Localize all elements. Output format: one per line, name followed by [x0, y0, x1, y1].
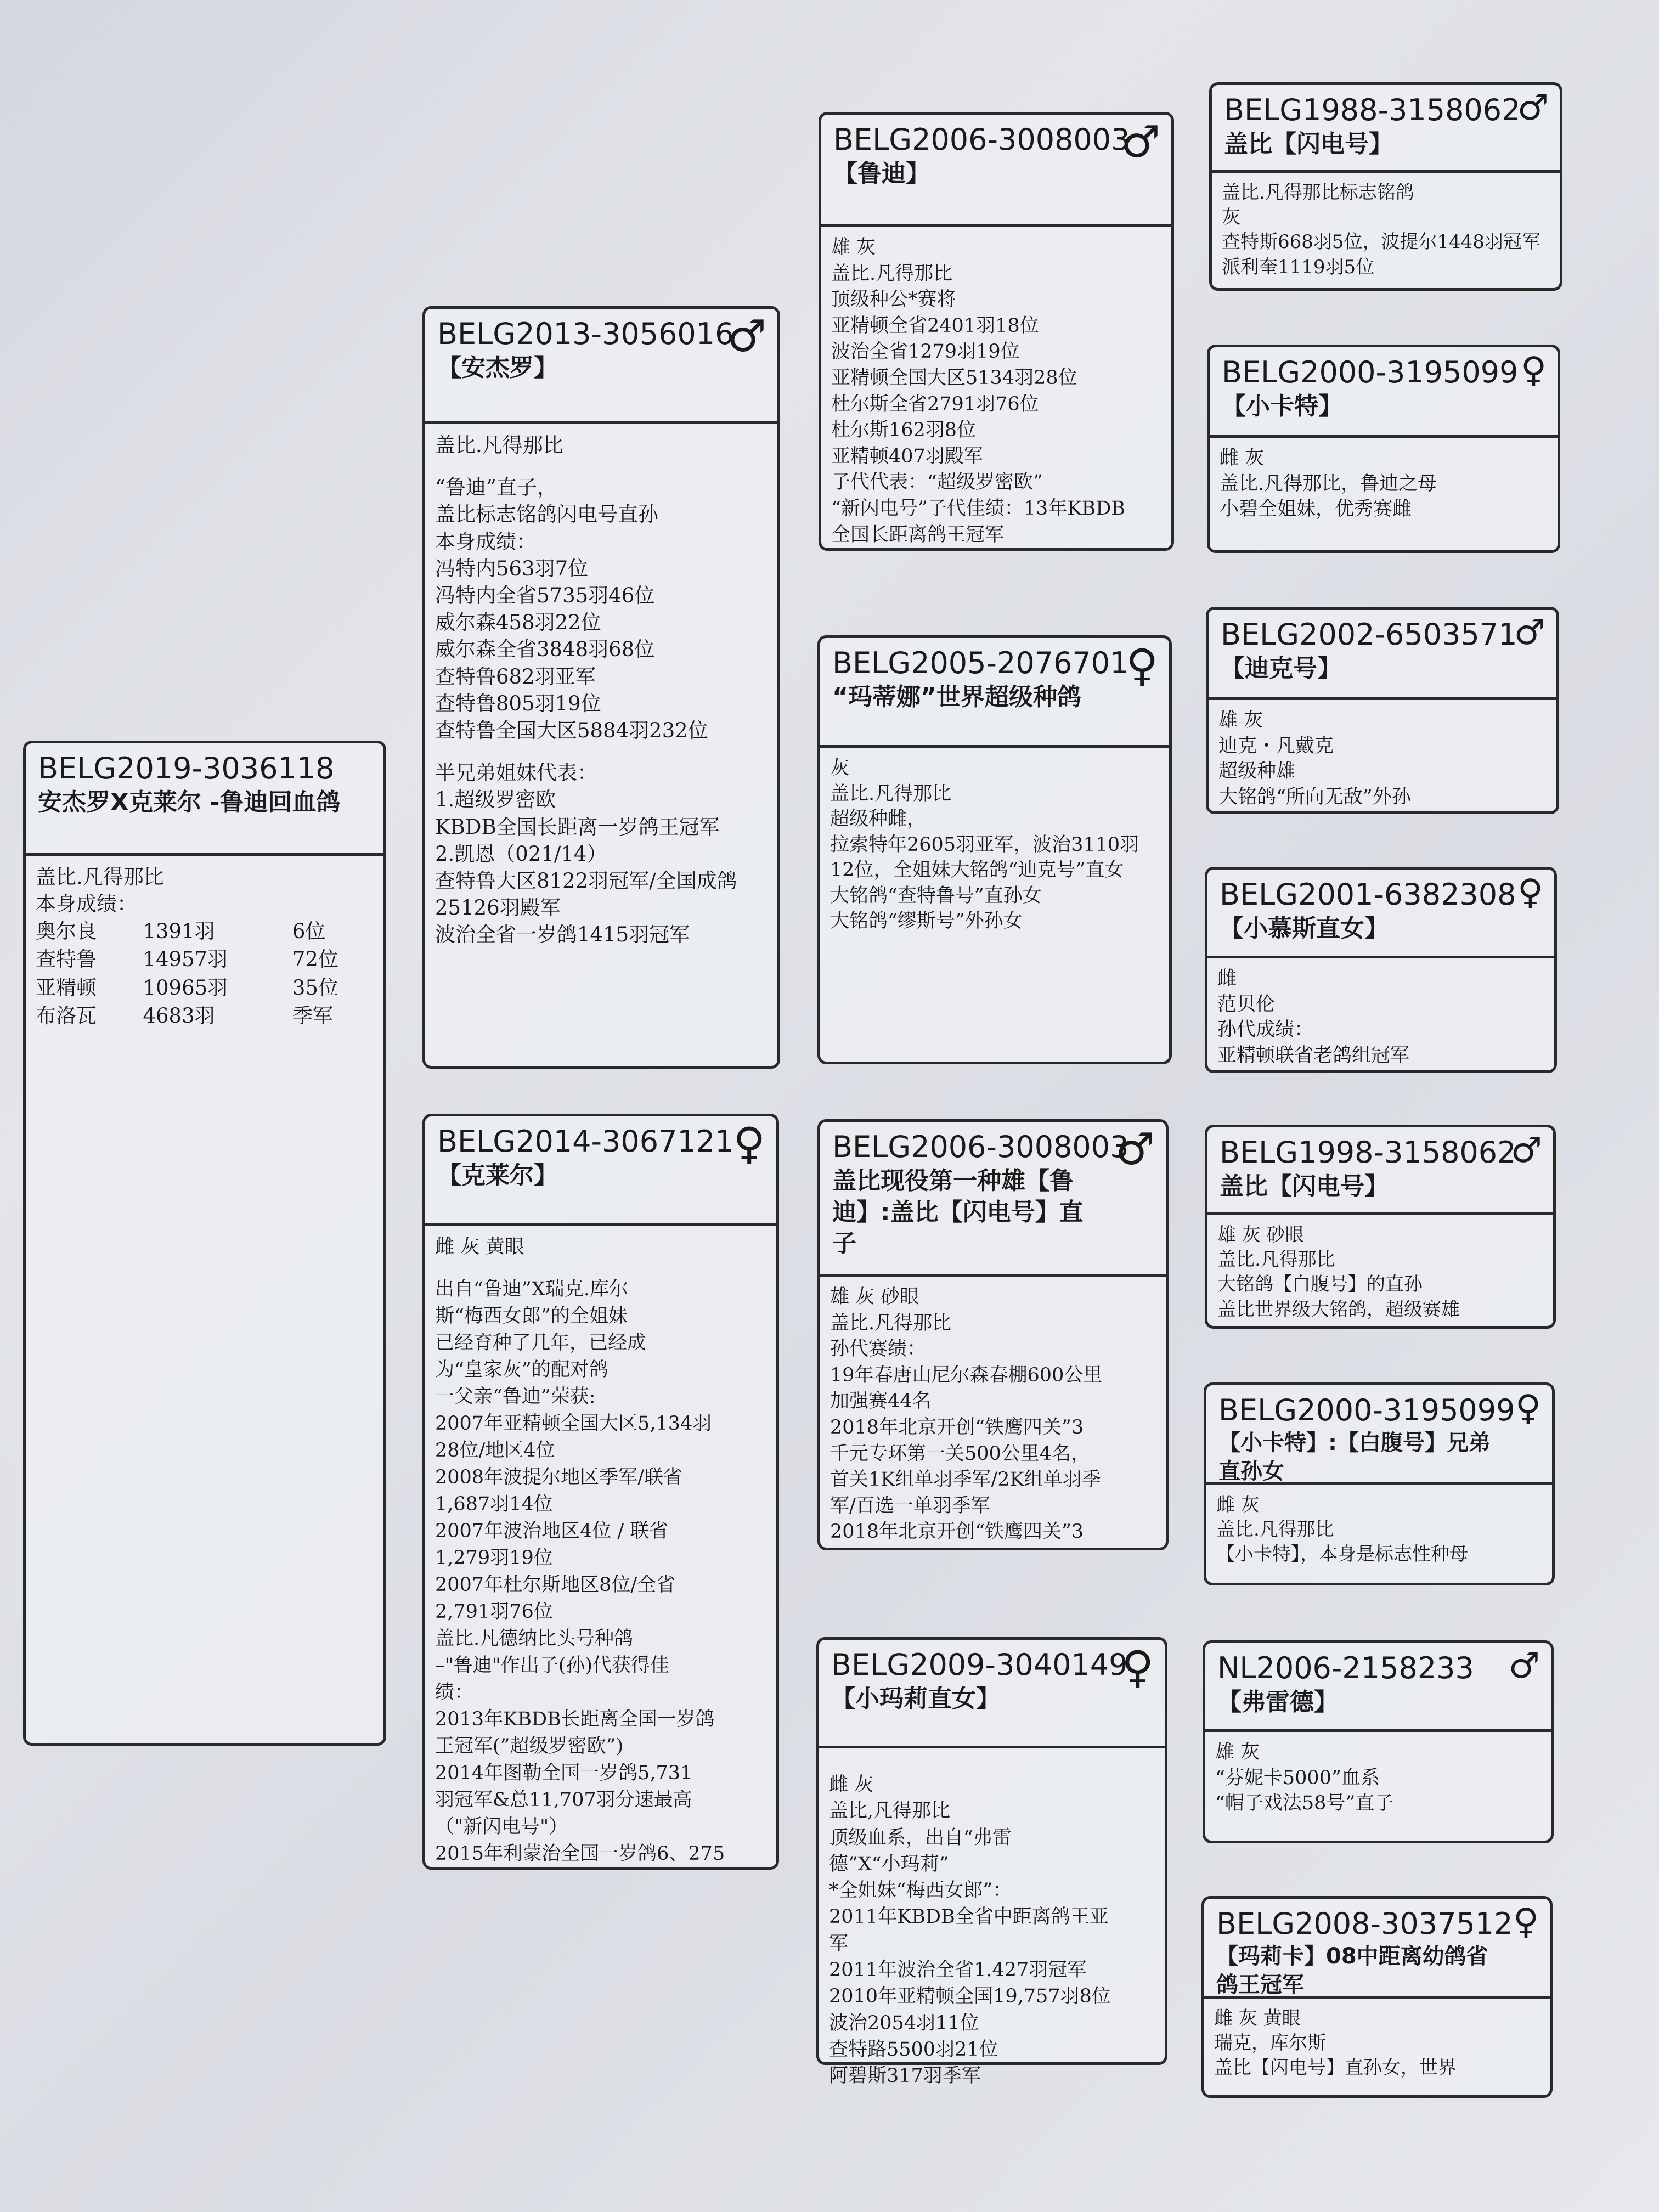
ring-number: BELG2014-3067121: [437, 1124, 734, 1159]
ring-number: BELG2006-3008003: [832, 1130, 1129, 1164]
gg3-body: [1209, 700, 1556, 817]
text-line: 雌 灰 黄眼: [1214, 2007, 1301, 2029]
subject-card: [23, 741, 386, 1746]
ring-number: BELG2000-3195099: [1218, 1393, 1515, 1427]
female-icon: ♀: [733, 1118, 765, 1169]
text-line: 阿碧斯317羽季军: [829, 2065, 981, 2087]
male-icon: ♂: [1514, 612, 1545, 653]
text-line: 12位，全姐妹大铭鸽“迪克号”直女: [830, 859, 1124, 882]
text-line: 威尔森458羽22位: [435, 611, 601, 635]
gg7-body: [1205, 1732, 1551, 1824]
text-line: 孙代成绩：: [1217, 1019, 1314, 1041]
table-row: [36, 945, 374, 973]
text-line: 波治2054羽11位: [829, 2012, 979, 2034]
text-line: 雄 灰: [1218, 709, 1263, 731]
text-line: [435, 459, 768, 474]
bird-name: 安杰罗X克莱尔 -鲁迪回血鸽: [38, 788, 341, 816]
text-line: 查特鲁全国大区5884羽232位: [435, 719, 708, 743]
bird-name: 【小慕斯直女】: [1220, 914, 1389, 943]
text-line: 子代代表：“超级罗密欧”: [831, 471, 1043, 494]
text-line: –"鲁迪"作出子(孙)代获得佳: [435, 1655, 670, 1677]
text-line: 查特鲁大区8122羽冠军/全国成鸽: [435, 869, 737, 893]
text-line: *全姐妹“梅西女郎”：: [829, 1880, 1012, 1902]
text-line: 盖比.凡得那比，鲁迪之母: [1220, 472, 1437, 495]
text-line: 顶级血系，出自“弗雷: [829, 1826, 1012, 1849]
bird-name: 盖比现役第一种雄【鲁迪】:盖比【闪电号】直子: [832, 1166, 1084, 1258]
text-line: 首关1K组单羽季军/2K组单羽季: [830, 1469, 1101, 1491]
bird-name: 【克莱尔】: [437, 1161, 558, 1189]
text-line: 盖比.凡得那比: [1217, 1249, 1335, 1271]
gg8-header: [1204, 1899, 1550, 1999]
sire-sire-body: [821, 227, 1171, 556]
ring-number: BELG2008-3037512: [1216, 1906, 1513, 1941]
text-line: 为“皇家灰”的配对鸽: [435, 1359, 608, 1381]
gg1-body: [1212, 173, 1560, 287]
text-line: 大铭鸽“所向无敌”外孙: [1218, 786, 1411, 808]
gg4-header: [1207, 870, 1554, 958]
text-line: KBDB全国长距离一岁鸽王冠军: [435, 815, 720, 839]
male-icon: ♂: [1115, 1124, 1155, 1175]
performance-table: [36, 917, 374, 1029]
text-line: 派利奎1119羽5位: [1222, 256, 1375, 278]
text-line: 【小卡特】，本身是标志性种母: [1216, 1543, 1468, 1566]
female-icon: ♀: [1517, 872, 1543, 913]
subject-header: [26, 743, 383, 856]
text-line: 羽冠军&总11,707羽分速最高: [435, 1789, 692, 1811]
text-line: 2010年亚精顿全国19,757羽8位: [829, 1985, 1111, 2008]
dam-dam-card: [816, 1637, 1167, 2087]
text-line: 查特斯668羽5位，波提尔1448羽冠军: [1222, 231, 1541, 253]
text-line: 盖比标志铭鸽闪电号直孙: [435, 503, 658, 527]
female-icon: ♀: [1515, 1388, 1541, 1429]
great-grand-card-4: [1205, 867, 1557, 1073]
text-line: 王冠军(”超级罗密欧”): [435, 1735, 624, 1757]
text-line: 雌 灰 黄眼: [435, 1236, 524, 1258]
text-line: 半兄弟姐妹代表：: [435, 761, 597, 785]
text-line: 灰: [830, 757, 850, 779]
text-line: 1.超级罗密欧: [435, 788, 556, 812]
dam-sire-body: [820, 1277, 1166, 1553]
dam-dam-body: [819, 1748, 1165, 2097]
text-line: 已经育种了几年，已经成: [435, 1332, 647, 1354]
text-line: 威尔森全省3848羽68位: [435, 637, 655, 662]
dam-sire-card: [817, 1119, 1169, 1550]
text-line: 波治全省一岁鸽1415羽冠军: [435, 923, 690, 947]
race-name: 亚精顿: [36, 975, 97, 1000]
text-line: 查特鲁805羽19位: [435, 691, 601, 715]
female-icon: ♀: [1513, 1901, 1539, 1942]
gg5-header: [1207, 1127, 1553, 1215]
great-grand-card-3: [1206, 607, 1559, 814]
text-line: 2018年北京开创“铁鹰四关”3: [830, 1416, 1084, 1438]
gg2-header: [1210, 347, 1558, 438]
race-place: 35位: [292, 975, 338, 1000]
text-line: 2018年北京开创“铁鹰四关”3: [830, 1521, 1084, 1543]
text-line: 2007年杜尔斯地区8位/全省: [435, 1574, 676, 1596]
text-line: 盖比【闪电号】直孙女，世界: [1214, 2057, 1457, 2079]
text-line: 2008年波提尔地区季军/联省: [435, 1466, 682, 1488]
race-birds: 14957羽: [143, 947, 228, 972]
text-line: 军/百选一单羽季军: [830, 1494, 990, 1517]
text-line: “芬妮卡5000”血系: [1215, 1767, 1380, 1789]
text-line: 小碧全姐妹，优秀赛雌: [1220, 498, 1412, 521]
text-line: 盖比.凡得那比: [435, 433, 563, 457]
text-line: “鲁迪”直子，: [435, 476, 557, 500]
bird-name: “玛蒂娜”世界超级种鸽: [832, 682, 1081, 711]
sire-dam-body: [820, 748, 1169, 942]
text-line: [435, 744, 768, 759]
text-line: 盖比.凡得那比标志铭鸽: [1222, 182, 1414, 204]
race-place: 72位: [292, 947, 338, 972]
text-line: 雌: [1217, 968, 1237, 990]
female-icon: ♀: [1521, 350, 1547, 391]
female-icon: ♀: [1121, 1641, 1154, 1692]
gg3-header: [1209, 610, 1556, 700]
text-line: 超级种雄: [1218, 760, 1296, 783]
dam-card: [422, 1114, 779, 1870]
subject-body: [26, 856, 383, 1037]
text-line: 查特路5500羽21位: [829, 2038, 998, 2061]
text-line: 拉索特年2605羽亚军，波治3110羽: [830, 833, 1139, 856]
text-line: 2014年图勒全国一岁鸽5,731: [435, 1762, 693, 1784]
text-line: 军: [829, 1932, 849, 1955]
race-name: 查特鲁: [36, 947, 97, 972]
bird-name: 【迪克号】: [1221, 654, 1341, 682]
text-line: 德”X“小玛莉”: [829, 1853, 949, 1875]
great-grand-card-5: [1205, 1125, 1556, 1329]
text-line: 雌 灰: [1216, 1494, 1260, 1516]
male-icon: ♂: [1517, 88, 1549, 128]
text-line: 亚精顿全国大区5134羽28位: [831, 366, 1077, 389]
ring-number: BELG2002-6503571: [1221, 617, 1517, 652]
text-line: 雌 灰: [1220, 447, 1265, 469]
gg8-body: [1204, 1999, 1550, 2089]
text-line: 迪克・凡戴克: [1218, 735, 1334, 757]
gg6-header: [1206, 1385, 1552, 1485]
race-birds: 1391羽: [143, 919, 215, 944]
text-line: 查特鲁682羽亚军: [435, 664, 596, 689]
text-line: （"新闪电号"）: [435, 1816, 568, 1838]
text-line: 本身成绩：: [435, 529, 537, 554]
text-line: 亚精顿全省2401羽18位: [831, 314, 1039, 337]
race-name: 布洛瓦: [36, 1003, 97, 1028]
great-grand-card-1: [1209, 82, 1562, 291]
text-line: 雄 灰 砂眼: [830, 1286, 919, 1308]
text-line: 顶级种公*赛将: [831, 289, 956, 311]
great-grand-card-8: [1201, 1896, 1553, 2098]
sire-sire-card: [819, 112, 1174, 551]
male-icon: ♂: [727, 311, 766, 362]
bird-name: 【小卡特】:【白腹号】兄弟直孙女: [1218, 1430, 1491, 1484]
text-line: 斯“梅西女郎”的全姐妹: [435, 1305, 628, 1327]
text-line: 2011年波治全省1.427羽冠军: [829, 1959, 1087, 1982]
bird-name: 盖比【闪电号】: [1220, 1172, 1389, 1200]
text-line: [829, 1756, 1155, 1771]
text-line: 全国长距离鸽王冠军: [831, 523, 1005, 546]
bird-name: 【弗雷德】: [1217, 1688, 1338, 1716]
bird-name: 【小玛莉直女】: [831, 1684, 1000, 1713]
race-birds: 4683羽: [143, 1003, 215, 1028]
text-line: 盖比.凡得那比: [831, 262, 953, 285]
gg2-body: [1210, 438, 1558, 530]
text-line: 雌 灰: [829, 1774, 874, 1796]
text-line: 一父亲“鲁迪”荣获:: [435, 1386, 596, 1408]
gg6-body: [1206, 1485, 1552, 1575]
text-line: 绩：: [435, 1681, 474, 1703]
race-name: 奥尔良: [36, 919, 97, 944]
table-row: [36, 1002, 374, 1030]
text-line: 范贝伦: [1217, 993, 1276, 1015]
text-line: 盖比.凡得那比: [36, 865, 164, 889]
great-grand-card-2: [1207, 345, 1560, 553]
race-birds: 10965羽: [143, 975, 228, 1000]
text-line: 2011年KBDB全省中距离鸽王亚: [829, 1906, 1109, 1928]
ring-number: BELG1998-3158062: [1220, 1135, 1516, 1170]
ring-number: BELG2013-3056016: [437, 317, 734, 351]
text-line: 超级种雌，: [830, 808, 927, 831]
text-line: 波治全省1279羽19位: [831, 341, 1020, 363]
male-icon: ♂: [1510, 1130, 1542, 1171]
text-line: 1,279羽19位: [435, 1547, 553, 1569]
great-grand-card-6: [1204, 1383, 1555, 1585]
sire-card: [422, 306, 780, 1069]
dam-dam-header: [819, 1640, 1165, 1748]
text-line: 盖比.凡得那比: [1216, 1519, 1334, 1541]
gg7-header: [1205, 1643, 1551, 1732]
table-row: [36, 974, 374, 1002]
text-line: 孙代赛绩：: [830, 1338, 927, 1361]
ring-number: BELG2000-3195099: [1222, 355, 1519, 390]
text-line: 杜尔斯162羽8位: [831, 419, 977, 442]
text-line: 千元专环第一关500公里4名，: [830, 1442, 1091, 1465]
race-place: 6位: [292, 919, 326, 944]
text-line: 出自“鲁迪”X瑞克.库尔: [435, 1278, 628, 1300]
ring-number: NL2006-2158233: [1217, 1651, 1474, 1685]
bird-name: 【安杰罗】: [437, 353, 558, 382]
text-line: 2.凯恩（021/14）: [435, 842, 607, 866]
race-place: 季军: [292, 1003, 333, 1028]
text-line: 盖比,凡得那比: [829, 1800, 951, 1822]
ring-number: BELG2019-3036118: [38, 751, 335, 786]
text-line: 大铭鸽“查特鲁号”直孙女: [830, 884, 1042, 907]
text-line: 亚精顿407羽殿军: [831, 445, 983, 467]
text-line: 25126羽殿军: [435, 896, 561, 920]
text-line: “新闪电号”子代佳绩：13年KBDB: [831, 497, 1125, 520]
text-line: 冯特内全省5735羽46位: [435, 584, 655, 608]
text-line: 盖比.凡德纳比头号种鸽: [435, 1628, 634, 1650]
dam-body: [425, 1226, 776, 1875]
sire-body: [425, 424, 777, 956]
bird-name: 盖比【闪电号】: [1224, 129, 1393, 158]
text-line: 瑞克，库尔斯: [1214, 2032, 1326, 2055]
text-line: 本身成绩：: [36, 892, 137, 916]
text-line: 杜尔斯全省2791羽76位: [831, 393, 1039, 415]
female-icon: ♀: [1126, 640, 1158, 691]
text-line: 1,687羽14位: [435, 1493, 553, 1515]
text-line: 2013年KBDB长距离全国一岁鸽: [435, 1708, 715, 1730]
great-grand-card-7: [1203, 1640, 1554, 1843]
gg4-body: [1207, 958, 1554, 1076]
text-line: 加强赛44名: [830, 1390, 932, 1413]
text-line: 2007年波治地区4位 / 联省: [435, 1520, 669, 1542]
sire-sire-header: [821, 115, 1171, 227]
text-line: 盖比世界级大铭鸽，超级赛雄: [1217, 1298, 1460, 1321]
text-line: 大铭鸽【白腹号】的直孙: [1217, 1273, 1423, 1296]
text-line: “帽子戏法58号”直子: [1215, 1792, 1394, 1815]
text-line: 大铭鸽“缪斯号”外孙女: [830, 910, 1023, 933]
table-row: [36, 917, 374, 945]
text-line: 雄 灰: [831, 236, 876, 258]
text-line: 28位/地区4位: [435, 1440, 555, 1462]
sire-header: [425, 309, 777, 424]
male-icon: ♂: [1121, 116, 1160, 167]
ring-number: BELG2009-3040149: [831, 1647, 1128, 1682]
dam-sire-header: [820, 1122, 1166, 1277]
ring-number: BELG2005-2076701: [832, 646, 1129, 680]
ring-number: BELG2001-6382308: [1220, 877, 1516, 912]
dam-header: [425, 1116, 776, 1226]
bird-name: 【玛莉卡】08中距离幼鸽省鸽王冠军: [1216, 1943, 1488, 1997]
text-line: [435, 1261, 766, 1276]
sire-dam-header: [820, 638, 1169, 748]
ring-number: BELG2006-3008003: [833, 122, 1130, 157]
text-line: 灰: [1222, 206, 1240, 229]
text-line: 冯特内563羽7位: [435, 556, 589, 580]
sire-dam-card: [817, 635, 1172, 1064]
text-line: 2015年利蒙治全国一岁鸽6、275: [435, 1843, 725, 1865]
text-line: 亚精顿联省老鸽组冠军: [1217, 1044, 1410, 1066]
text-line: 盖比.凡得那比: [830, 782, 952, 805]
gg1-header: [1212, 85, 1560, 173]
ring-number: BELG1988-3158062: [1224, 93, 1521, 127]
gg5-body: [1207, 1215, 1553, 1330]
text-line: 2,791羽76位: [435, 1601, 553, 1623]
bird-name: 【小卡特】: [1222, 392, 1342, 420]
male-icon: ♂: [1508, 1646, 1540, 1686]
text-line: 盖比.凡得那比: [830, 1312, 952, 1334]
text-line: 雄 灰: [1215, 1741, 1260, 1763]
text-line: 19年春唐山尼尔森春棚600公里: [830, 1364, 1103, 1386]
text-line: 2007年亚精顿全国大区5,134羽: [435, 1413, 712, 1435]
bird-name: 【鲁迪】: [833, 159, 930, 188]
text-line: 雄 灰 砂眼: [1217, 1224, 1304, 1246]
